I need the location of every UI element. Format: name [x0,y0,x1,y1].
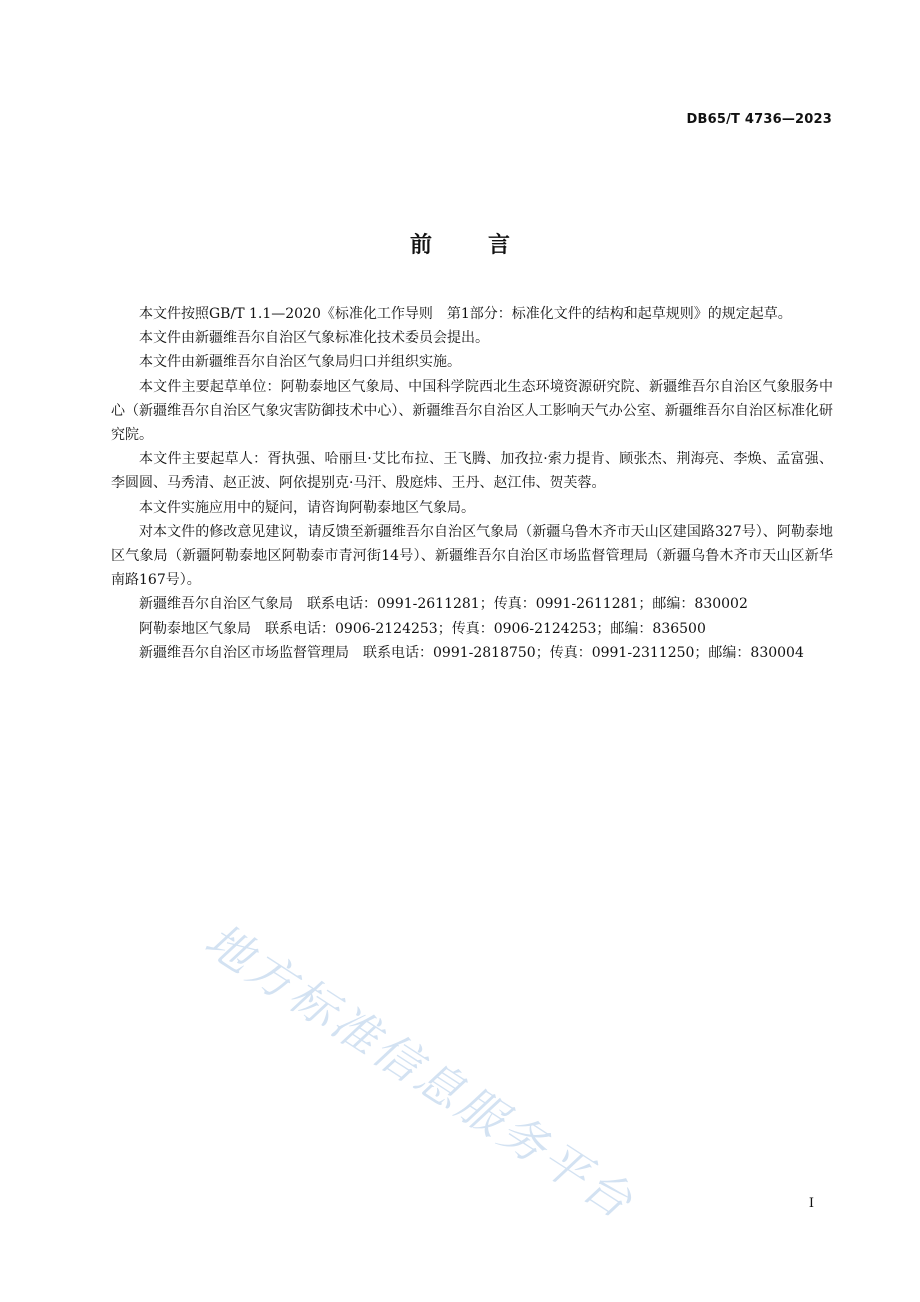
watermark: 地方标准信息服务平台 [195,912,645,1231]
title-char-2: 言 [488,233,511,258]
paragraph-administrator: 本文件由新疆维吾尔自治区气象局归口并组织实施。 [139,354,461,371]
document-code: DB65/T 4736—2023 [686,112,832,127]
contact-line: 阿勒泰地区气象局 联系电话：0906-2124253；传真：0906-2124253；邮编：836500 [139,620,706,637]
paragraph-drafters: 本文件主要起草人：胥执强、哈丽旦·艾比布拉、王飞腾、加孜拉·索力提肯、顾张杰、荆海亮、李焕、孟富强、李圆圆、马秀清、赵正波、阿依提别克·马汗、殷庭炜、王丹、赵江伟、贺芙蓉。 [111,451,833,492]
paragraph-proposer: 本文件由新疆维吾尔自治区气象标准化技术委员会提出。 [139,330,489,347]
page-title [0,228,920,259]
title-char-1: 前 [409,233,432,258]
contact-line: 新疆维吾尔自治区市场监督管理局 联系电话：0991-2818750；传真：0991-2311250；邮编：830004 [139,644,804,661]
page-number: I [808,1196,814,1211]
contact-line: 新疆维吾尔自治区气象局 联系电话：0991-2611281；传真：0991-2611281；邮编：830002 [139,596,748,613]
paragraph-inquiry: 本文件实施应用中的疑问，请咨询阿勒泰地区气象局。 [139,499,475,516]
paragraph-feedback: 对本文件的修改意见建议，请反馈至新疆维吾尔自治区气象局（新疆乌鲁木齐市天山区建国路327号）、阿勒泰地区气象局（新疆阿勒泰地区阿勒泰市青河街14号）、新疆维吾尔自治区市场监督管理局（新疆乌鲁木齐市天山区新华南路167号）。 [111,523,833,589]
paragraph-drafting-rules: 本文件按照GB/T 1.1—2020《标准化工作导则 第1部分：标准化文件的结构和起草规则》的规定起草。 [139,306,792,322]
paragraph-drafting-units: 本文件主要起草单位：阿勒泰地区气象局、中国科学院西北生态环境资源研究院、新疆维吾尔自治区气象服务中心（新疆维吾尔自治区气象灾害防御技术中心）、新疆维吾尔自治区人工影响天气办公室、新疆维吾尔自治区标准化研究院。 [111,378,833,444]
foreword-body [111,302,833,665]
